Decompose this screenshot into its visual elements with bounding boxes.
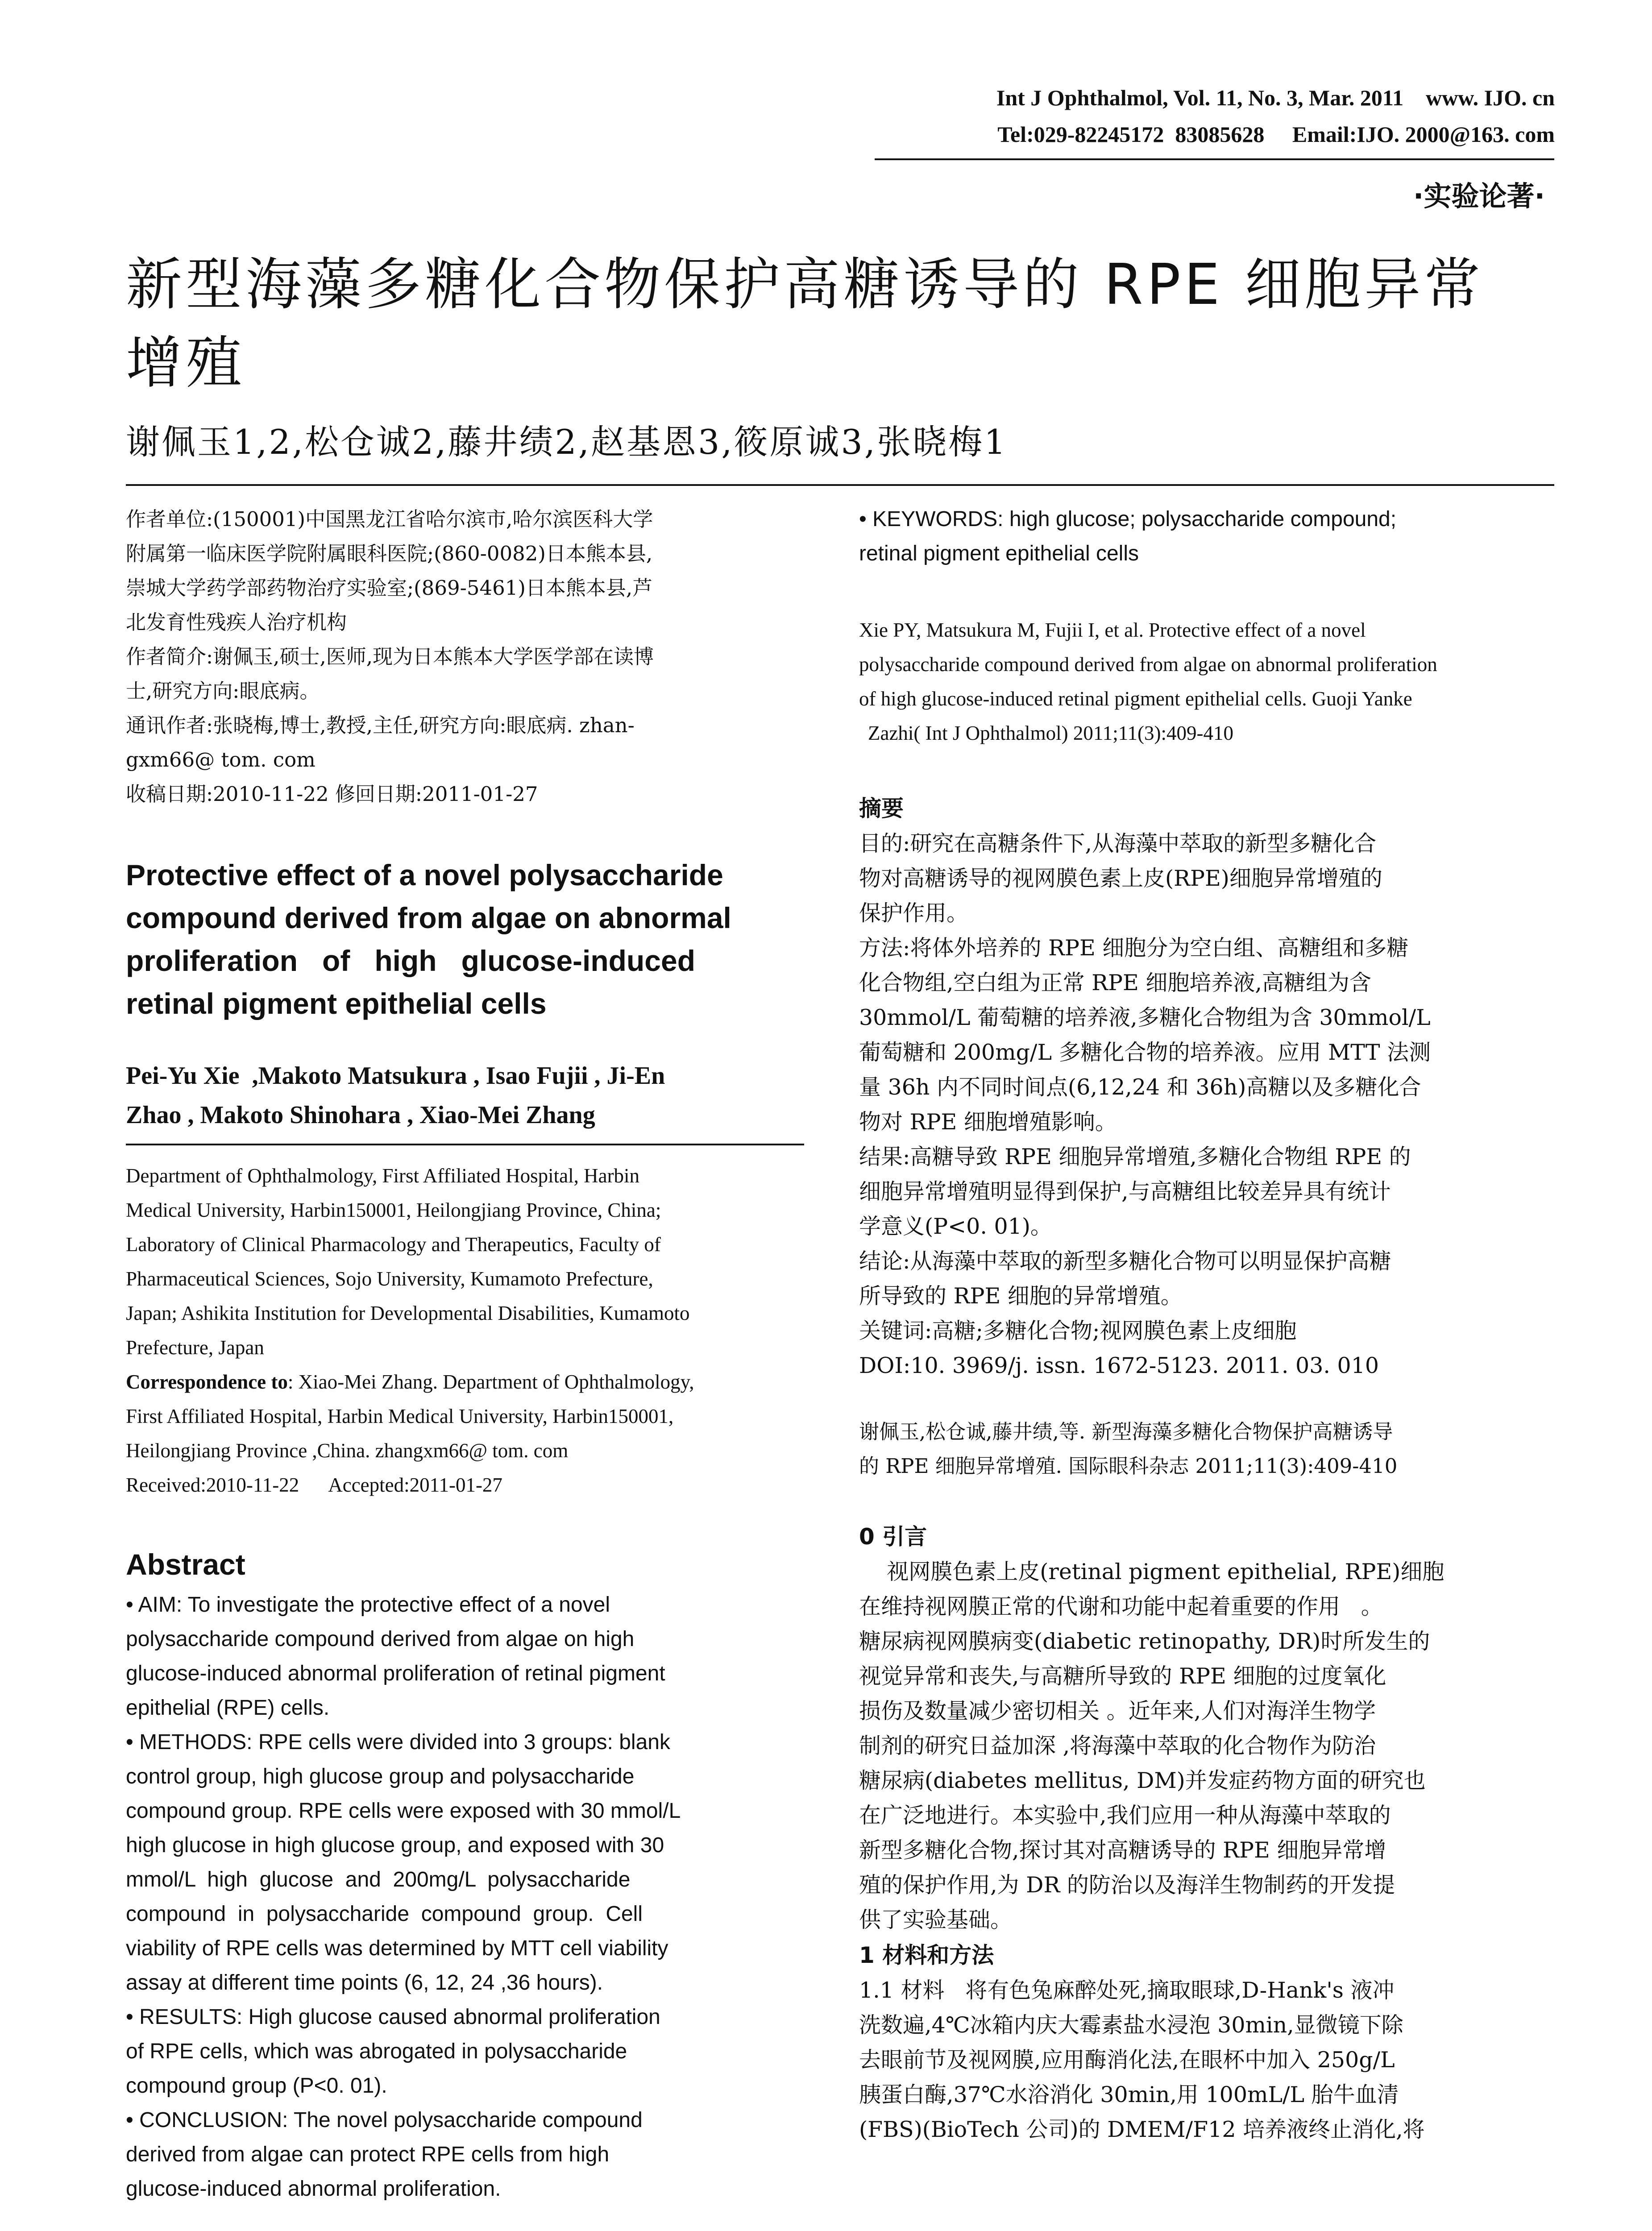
affil-line: 作者单位:(150001)中国黑龙江省哈尔滨市,哈尔滨医科大学 — [126, 507, 653, 531]
intro-line: 制剂的研究日益加深 ,将海藻中萃取的化合物作为防治 — [859, 1733, 1376, 1758]
authors-rule — [126, 484, 1554, 486]
en-affil-line: Pharmaceutical Sciences, Sojo University, Kumamoto Prefecture, — [126, 1268, 653, 1290]
abstract-line: high glucose in high glucose group, and exposed with 30 — [126, 1833, 664, 1857]
en-author-line: Zhao , Makoto Shinohara , Xiao-Mei Zhang — [126, 1101, 595, 1129]
citation-line: Zazhi( Int J Ophthalmol) 2011;11(3):409-410 — [868, 722, 1234, 744]
en-author-line: Pei-Yu Xie ,Makoto Matsukura , Isao Fujii , Ji-En — [126, 1062, 665, 1090]
abstract-line: derived from algae can protect RPE cells from high — [126, 2143, 610, 2166]
abstract-line: compound in polysaccharide compound group. Cell — [126, 1902, 643, 1926]
abstract-cn-line: 所导致的 RPE 细胞的异常增殖。 — [859, 1283, 1183, 1309]
affil-line: 附属第一临床医学院附属眼科医院;(860-0082)日本熊本县, — [126, 542, 653, 565]
keywords-cn-line: 关键词:高糖;多糖化合物;视网膜色素上皮细胞 — [859, 1318, 1297, 1344]
keywords-en — [859, 502, 1555, 571]
title-line-1: 新型海藻多糖化合物保护高糖诱导的 RPE 细胞异常 — [126, 252, 1484, 317]
intro-line: 糖尿病视网膜病变(diabetic retinopathy, DR)时所发生的 — [859, 1629, 1430, 1654]
methods-line: 洗数遍,4℃冰箱内庆大霉素盐水浸泡 30min,显微镜下除 — [859, 2012, 1403, 2038]
methods-line: 胰蛋白酶,37℃水浴消化 30min,用 100mL/L 胎牛血清 — [859, 2082, 1399, 2107]
abstract-line: polysaccharide compound derived from algae on high — [126, 1627, 635, 1651]
authors-cn: 谢佩玉1,2,松仓诚2,藤井绩2,赵基恩3,筱原诚3,张晓梅1 — [126, 422, 1008, 462]
abstract-line: compound group (P<0. 01). — [126, 2074, 387, 2098]
abstract-line: • CONCLUSION: The novel polysaccharide compound — [126, 2108, 643, 2132]
en-affil-line: Laboratory of Clinical Pharmacology and Therapeutics, Faculty of — [126, 1233, 661, 1256]
abstract-line: control group, high glucose group and polysaccharide — [126, 1765, 635, 1788]
abstract-cn-line: 结论:从海藻中萃取的新型多糖化合物可以明显保护高糖 — [859, 1248, 1391, 1274]
intro-line: 供了实验基础。 — [859, 1907, 1013, 1932]
received-line: Received:2010-11-22 Accepted:2011-01-27 — [126, 1474, 502, 1496]
abstract-cn-line: 方法:将体外培养的 RPE 细胞分为空白组、高糖组和多糖 — [859, 935, 1409, 961]
abstract-line: glucose-induced abnormal proliferation of retinal pigment — [126, 1662, 665, 1685]
en-affil-line: Medical University, Harbin150001, Heilongjiang Province, China; — [126, 1199, 661, 1221]
abstract-cn-line: 保护作用。 — [859, 900, 969, 926]
methods-line: 1.1 材料 将有色兔麻醉处死,摘取眼球,D-Hank's 液冲 — [859, 1978, 1395, 2003]
affil-line: 北发育性残疾人治疗机构 — [126, 610, 347, 634]
abstract-line: of RPE cells, which was abrogated in polysaccharide — [126, 2040, 627, 2063]
abstract-line: glucose-induced abnormal proliferation. — [126, 2177, 501, 2201]
abstract-line: • METHODS: RPE cells were divided into 3 groups: blank — [126, 1730, 670, 1754]
abstract-cn-line: 量 36h 内不同时间点(6,12,24 和 36h)高糖以及多糖化合 — [859, 1074, 1421, 1100]
intro-line: 视觉异常和丧失,与高糖所导致的 RPE 细胞的过度氧化 — [859, 1663, 1386, 1689]
introduction — [859, 1519, 1555, 1937]
en-title-line: Protective effect of a novel polysaccharide — [126, 858, 723, 892]
corr-line: Heilongjiang Province ,China. zhangxm66@ tom. com — [126, 1439, 569, 1462]
abstract-cn-line: 化合物组,空白组为正常 RPE 细胞培养液,高糖组为含 — [859, 970, 1371, 995]
affil-line: 崇城大学药学部药物治疗实验室;(869-5461)日本熊本县,芦 — [126, 576, 653, 600]
right-column — [859, 502, 1555, 2147]
intro-line: 新型多糖化合物,探讨其对高糖诱导的 RPE 细胞异常增 — [859, 1837, 1386, 1863]
en-authors-rule — [126, 1144, 804, 1145]
abstract-cn-line: 物对 RPE 细胞增殖影响。 — [859, 1109, 1117, 1135]
affil-line: 收稿日期:2010-11-22 修回日期:2011-01-27 — [126, 782, 538, 806]
citation-cn — [859, 1414, 1555, 1483]
methods-line: (FBS)(BioTech 公司)的 DMEM/F12 培养液终止消化,将 — [859, 2117, 1425, 2142]
title-line-2: 增殖 — [126, 330, 245, 396]
intro-heading: 0 引言 — [859, 1524, 927, 1550]
methods-heading: 1 材料和方法 — [859, 1942, 994, 1968]
en-affil-line: Japan; Ashikita Institution for Developmental Disabilities, Kumamoto — [126, 1302, 690, 1324]
abstract-cn-line: 结果:高糖导致 RPE 细胞异常增殖,多糖化合物组 RPE 的 — [859, 1144, 1411, 1169]
abstract-cn-line: 学意义(P<0. 01)。 — [859, 1214, 1052, 1239]
abstract-cn-heading: 摘要 — [859, 796, 904, 821]
section-tag: ·实验论著· — [1413, 180, 1545, 212]
abstract-cn-line: 葡萄糖和 200mg/L 多糖化合物的培养液。应用 MTT 法测 — [859, 1040, 1431, 1065]
abstract-line: assay at different time points (6, 12, 24 ,36 hours). — [126, 1971, 603, 1995]
intro-line: 糖尿病(diabetes mellitus, DM)并发症药物方面的研究也 — [859, 1768, 1426, 1793]
header-rule — [875, 158, 1554, 160]
affil-line: 通讯作者:张晓梅,博士,教授,主任,研究方向:眼底病. zhan- — [126, 713, 635, 737]
intro-line: 在广泛地进行。本实验中,我们应用一种从海藻中萃取的 — [859, 1803, 1391, 1828]
citation-cn-line: 的 RPE 细胞异常增殖. 国际眼科杂志 2011;11(3):409-410 — [859, 1454, 1398, 1478]
en-title-line: retinal pigment epithelial cells — [126, 987, 547, 1020]
methods-line: 去眼前节及视网膜,应用酶消化法,在眼杯中加入 250g/L — [859, 2047, 1395, 2073]
citation-line: of high glucose-induced retinal pigment epithelial cells. Guoji Yanke — [859, 688, 1412, 710]
citation-cn-line: 谢佩玉,松仓诚,藤井绩,等. 新型海藻多糖化合物保护高糖诱导 — [859, 1420, 1393, 1443]
en-affil-line: Department of Ophthalmology, First Affiliated Hospital, Harbin — [126, 1165, 640, 1187]
corr-line: First Affiliated Hospital, Harbin Medical University, Harbin150001, — [126, 1405, 674, 1427]
en-title-line: compound derived from algae on abnormal — [126, 901, 731, 934]
abstract-heading: Abstract — [126, 1548, 245, 1581]
abstract-line: compound group. RPE cells were exposed with 30 mmol/L — [126, 1799, 681, 1823]
correspondence-line: Correspondence to: Xiao-Mei Zhang. Department of Ophthalmology, — [126, 1371, 694, 1393]
article-title — [126, 245, 1545, 402]
en-affil-line: Prefecture, Japan — [126, 1336, 264, 1359]
affil-line: 作者简介:谢佩玉,硕士,医师,现为日本熊本大学医学部在读博 — [126, 645, 654, 668]
journal-line: Int J Ophthalmol, Vol. 11, No. 3, Mar. 2011 www. IJO. cn — [996, 85, 1555, 110]
doi-line: DOI:10. 3969/j. issn. 1672-5123. 2011. 03. 010 — [859, 1353, 1379, 1378]
left-column — [126, 502, 804, 2206]
abstract-cn-line: 目的:研究在高糖条件下,从海藻中萃取的新型多糖化合 — [859, 831, 1377, 856]
contact-line: Tel:029-82245172 83085628 Email:IJO. 2000@163. com — [997, 122, 1555, 147]
abstract-cn-line: 物对高糖诱导的视网膜色素上皮(RPE)细胞异常增殖的 — [859, 866, 1382, 891]
affiliation-block — [126, 502, 804, 811]
intro-line: 损伤及数量减少密切相关 。近年来,人们对海洋生物学 — [859, 1698, 1376, 1724]
abstract-line: epithelial (RPE) cells. — [126, 1696, 330, 1720]
affil-line: 士,研究方向:眼底病。 — [126, 679, 320, 703]
citation-line: polysaccharide compound derived from algae on abnormal proliferation — [859, 653, 1437, 676]
methods — [859, 1937, 1555, 2147]
abstract-line: • RESULTS: High glucose caused abnormal proliferation — [126, 2005, 660, 2029]
abstract-cn-line: 细胞异常增殖明显得到保护,与高糖组比较差异具有统计 — [859, 1179, 1391, 1204]
abstract-line: viability of RPE cells was determined by MTT cell viability — [126, 1937, 668, 1960]
abstract-en — [126, 1545, 804, 2206]
citation-line: Xie PY, Matsukura M, Fujii I, et al. Protective effect of a novel — [859, 619, 1366, 641]
english-affiliations — [126, 1159, 804, 1502]
keywords-line: • KEYWORDS: high glucose; polysaccharide compound; — [859, 507, 1397, 531]
intro-line: 殖的保护作用,为 DR 的防治以及海洋生物制药的开发提 — [859, 1872, 1395, 1898]
affil-line: gxm66@ tom. com — [126, 748, 315, 771]
abstract-line: mmol/L high glucose and 200mg/L polysaccharide — [126, 1868, 631, 1891]
abstract-line: • AIM: To investigate the protective effect of a novel — [126, 1593, 610, 1617]
correspondence-label: Correspondence to — [126, 1371, 288, 1393]
en-title-line: proliferation of high glucose-induced — [126, 944, 696, 977]
keywords-line: retinal pigment epithelial cells — [859, 542, 1139, 565]
intro-line: 在维持视网膜正常的代谢和功能中起着重要的作用 。 — [859, 1594, 1383, 1619]
english-title — [126, 854, 804, 1025]
intro-line: 视网膜色素上皮(retinal pigment epithelial, RPE)细胞 — [859, 1559, 1444, 1584]
english-authors — [126, 1056, 804, 1135]
abstract-cn-line: 30mmol/L 葡萄糖的培养液,多糖化合物组为含 30mmol/L — [859, 1005, 1431, 1030]
citation-en — [859, 613, 1555, 751]
abstract-cn — [859, 791, 1555, 1383]
